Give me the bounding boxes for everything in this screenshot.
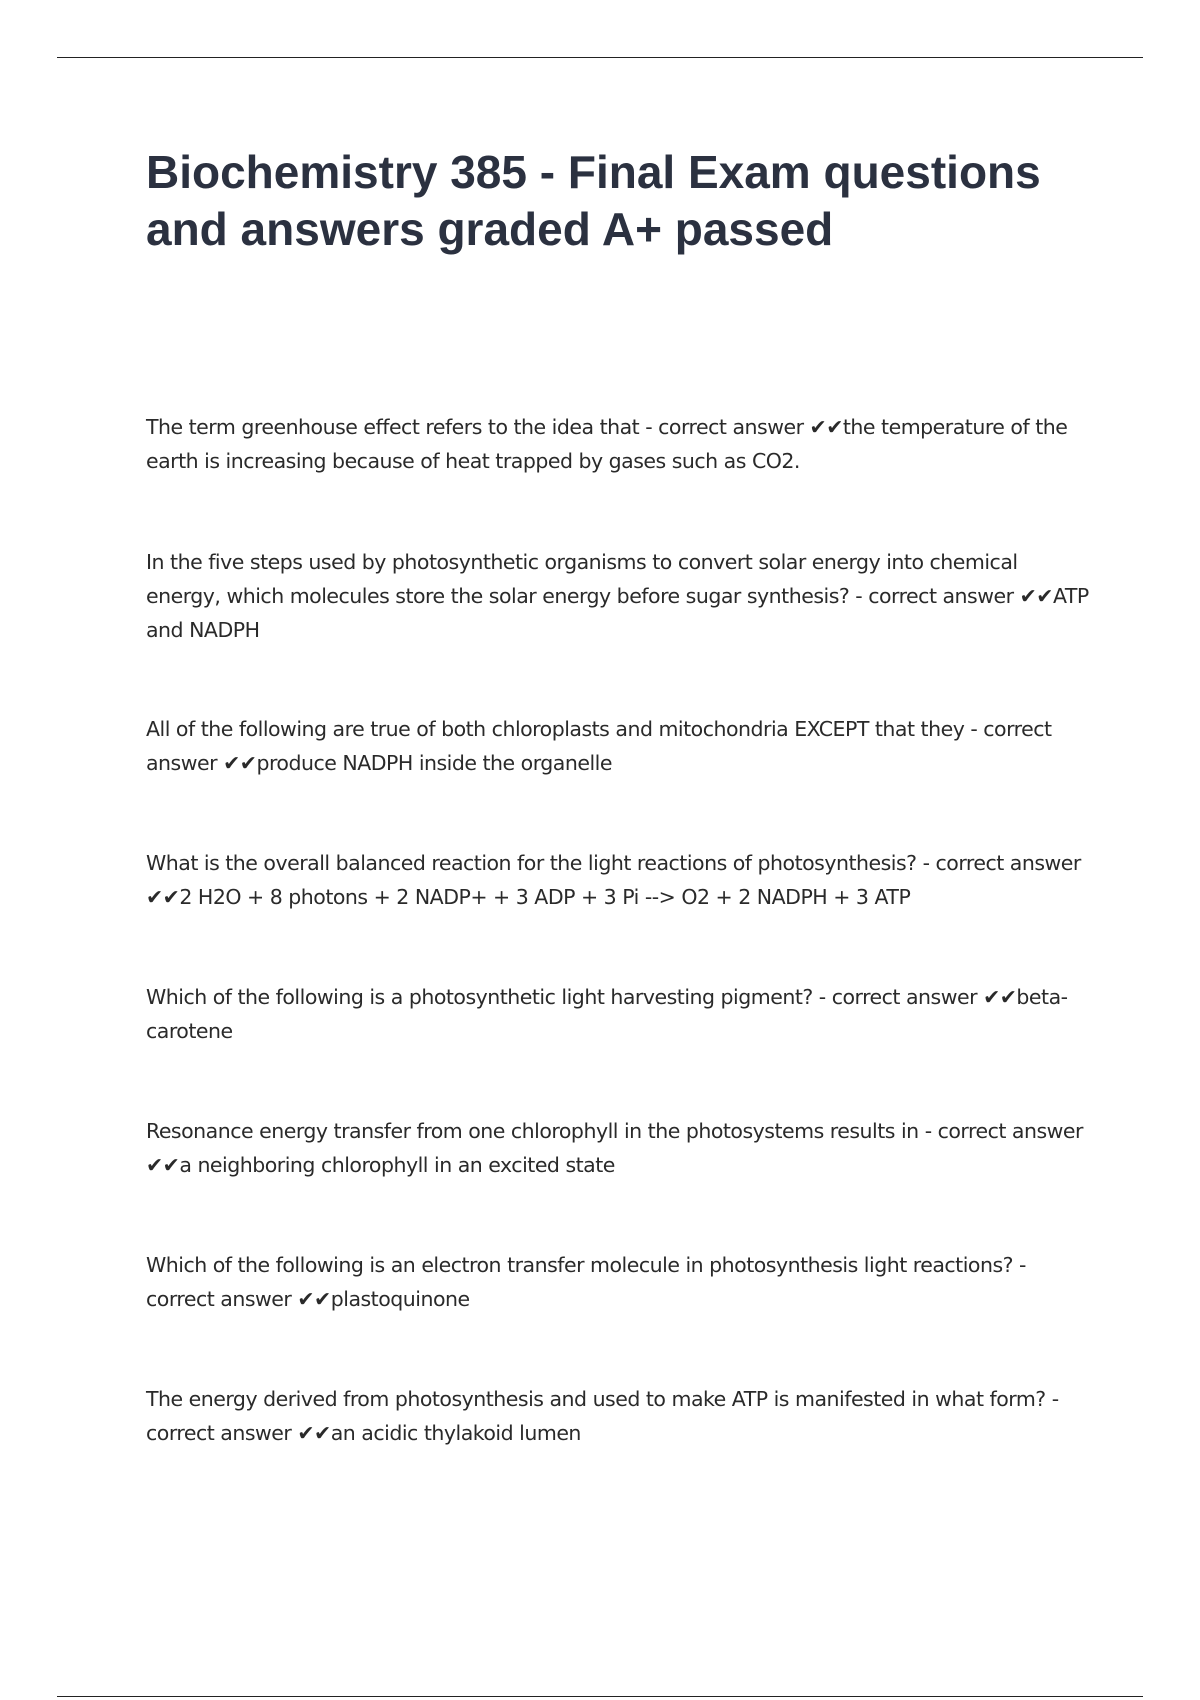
question-text: Which of the following is an electron transfer molecule in photosynthesis light reactions? (146, 1253, 1014, 1277)
answer-label: correct answer (937, 1119, 1083, 1143)
qa-item-7: Which of the following is an electron transfer molecule in photosynthesis light reactions? - correct answer ✔✔plastoquinone (146, 1253, 1026, 1311)
qa-item-2: In the five steps used by photosynthetic organisms to convert solar energy into chemical energy, which molecules store the solar energy before sugar synthesis? - correct answer ✔✔ATP and NADPH (146, 550, 1089, 642)
qa-item-5: Which of the following is a photosynthetic light harvesting pigment? - correct answer ✔✔beta-carotene (146, 985, 1068, 1043)
question-text: Resonance energy transfer from one chlorophyll in the photosystems results in (146, 1119, 919, 1143)
qa-item-4: What is the overall balanced reaction for the light reactions of photosynthesis? - correct answer ✔✔2 H2O + 8 photons + 2 NADP+ + 3 ADP + 3 Pi --> O2 + 2 NADPH + 3 ATP (146, 851, 1081, 909)
check-marks-icon: ✔✔ (297, 1287, 331, 1311)
check-marks-icon: ✔✔ (146, 885, 180, 909)
answer-label: correct answer (146, 1287, 292, 1311)
answer-label: correct answer (831, 985, 978, 1009)
question-text: The energy derived from photosynthesis and used to make ATP is manifested in what form? (146, 1387, 1046, 1411)
question-text: What is the overall balanced reaction for the light reactions of photosynthesis? (146, 851, 917, 875)
answer-text: produce NADPH inside the organelle (256, 751, 612, 775)
answer-text: beta-carotene (146, 985, 1068, 1043)
check-marks-icon: ✔✔ (809, 415, 843, 439)
answer-label: correct answer (868, 584, 1014, 608)
answer-text: the temperature of the earth is increasing because of heat trapped by gases such as CO2. (146, 415, 1068, 473)
answer-text: ATP and NADPH (146, 584, 1089, 642)
answer-text: a neighboring chlorophyll in an excited state (179, 1153, 615, 1177)
qa-item-8: The energy derived from photosynthesis and used to make ATP is manifested in what form? - correct answer ✔✔an acidic thylakoid lumen (146, 1387, 1059, 1445)
check-marks-icon: ✔✔ (1019, 584, 1053, 608)
document-title: Biochemistry 385 - Final Exam questions and answers graded A+ passed (146, 146, 1041, 255)
answer-label: correct answer (935, 851, 1081, 875)
top-divider (57, 57, 1143, 58)
answer-text: plastoquinone (330, 1287, 470, 1311)
answer-label: correct answer (146, 717, 1058, 775)
answer-label: correct answer (146, 1421, 292, 1445)
qa-item-6: Resonance energy transfer from one chlorophyll in the photosystems results in - correct answer ✔✔a neighboring chlorophyll in an excited state (146, 1119, 1083, 1177)
check-marks-icon: ✔✔ (983, 985, 1017, 1009)
question-text: All of the following are true of both chloroplasts and mitochondria EXCEPT that they (146, 717, 965, 741)
bottom-divider (57, 1696, 1143, 1697)
qa-item-3: All of the following are true of both chloroplasts and mitochondria EXCEPT that they - correct answer ✔✔produce NADPH inside the organelle (146, 717, 1058, 775)
answer-text: an acidic thylakoid lumen (330, 1421, 581, 1445)
answer-label: correct answer (658, 415, 804, 439)
qa-item-1: The term greenhouse effect refers to the idea that - correct answer ✔✔the temperature of the earth is increasing because of heat trapped by gases such as CO2. (146, 415, 1068, 473)
question-text: The term greenhouse effect refers to the idea that (146, 415, 640, 439)
check-marks-icon: ✔✔ (146, 1153, 180, 1177)
check-marks-icon: ✔✔ (297, 1421, 331, 1445)
check-marks-icon: ✔✔ (223, 751, 257, 775)
question-text: Which of the following is a photosynthetic light harvesting pigment? (146, 985, 813, 1009)
answer-text: 2 H2O + 8 photons + 2 NADP+ + 3 ADP + 3 Pi --> O2 + 2 NADPH + 3 ATP (179, 885, 911, 909)
question-text: In the five steps used by photosynthetic organisms to convert solar energy into chemical energy, which molecules store the solar energy before sugar synthesis? (146, 550, 1018, 608)
